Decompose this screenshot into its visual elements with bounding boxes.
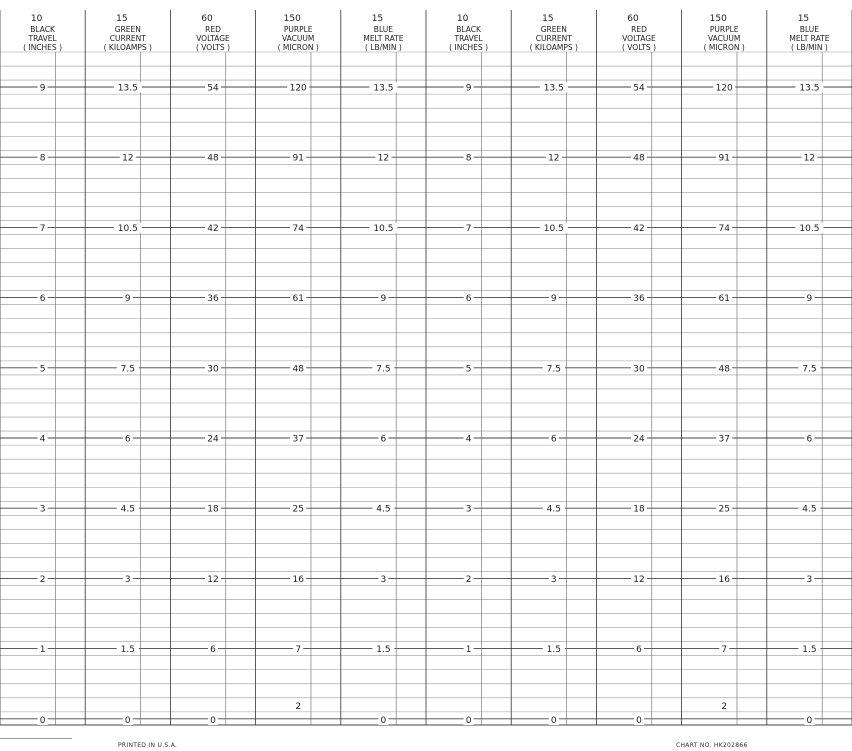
column-measure-label: VOLTAGE <box>196 34 230 43</box>
tick-label: 7.5 <box>376 364 391 375</box>
tick-label: 0 <box>39 716 46 726</box>
tick-label: 16 <box>718 574 730 585</box>
tick-label: 12 <box>548 153 560 164</box>
tick-label: 7.5 <box>546 364 561 375</box>
tick-label: 30 <box>633 364 645 375</box>
column-unit-label: ( LB/MIN ) <box>791 43 828 52</box>
tick-label: 12 <box>207 574 219 585</box>
tick-label: 3 <box>806 574 813 585</box>
tick-label: 3 <box>39 504 46 515</box>
tick-label: 61 <box>292 294 304 305</box>
column-unit-label: ( LB/MIN ) <box>365 43 402 52</box>
tick-label: 12 <box>377 153 390 164</box>
column-unit-label: ( VOLTS ) <box>621 43 657 52</box>
tick-label: 24 <box>207 434 219 445</box>
printed-in-label: PRINTED IN U.S.A. <box>118 742 178 749</box>
column-color-label: BLUE <box>799 25 819 34</box>
tick-label: 13.5 <box>117 83 138 94</box>
tick-label: 74 <box>718 223 730 234</box>
tick-label: 0 <box>380 716 387 726</box>
column-color-label: BLUE <box>373 25 393 34</box>
footer-rule <box>0 738 72 739</box>
column-max-label: 15 <box>116 14 128 24</box>
tick-label: 36 <box>633 294 645 305</box>
tick-label: 48 <box>292 364 304 375</box>
tick-label: 7 <box>39 223 46 234</box>
tick-label: 10.5 <box>799 223 820 234</box>
tick-label: 120 <box>289 83 307 94</box>
column-measure-label: TRAVEL <box>454 34 483 43</box>
column-max-label: 15 <box>542 14 554 24</box>
column-color-label: GREEN <box>114 25 141 34</box>
column-color-label: PURPLE <box>283 25 313 34</box>
column-measure-label: MELT RATE <box>363 34 404 43</box>
column-unit-label: ( KILOAMPS ) <box>529 43 578 52</box>
tick-label: 8 <box>39 153 46 164</box>
tick-label: 1 <box>465 645 472 656</box>
tick-label: 18 <box>207 504 219 515</box>
column-color-label: PURPLE <box>709 25 739 34</box>
column-color-label: RED <box>205 25 221 34</box>
column-max-label: 15 <box>797 14 810 24</box>
column-color-label: BLACK <box>456 25 481 34</box>
tick-label: 5 <box>39 364 46 375</box>
tick-label: 1.5 <box>120 645 135 656</box>
tick-label: 3 <box>465 504 472 515</box>
tick-label: 1.5 <box>802 645 817 656</box>
tick-label: 2 <box>721 702 728 712</box>
column-measure-label: TRAVEL <box>28 34 57 43</box>
tick-label: 9 <box>465 83 472 94</box>
tick-label: 13.5 <box>543 83 564 94</box>
tick-label: 3 <box>380 574 387 585</box>
column-unit-label: ( KILOAMPS ) <box>103 43 152 52</box>
tick-label: 18 <box>633 504 645 515</box>
column-measure-label: CURRENT <box>535 34 572 43</box>
tick-label: 9 <box>39 83 46 94</box>
tick-label: 16 <box>292 574 304 585</box>
tick-label: 7 <box>465 223 472 234</box>
column-max-label: 10 <box>456 14 469 24</box>
tick-label: 6 <box>806 434 813 445</box>
tick-label: 25 <box>718 504 730 515</box>
tick-label: 1 <box>39 645 46 656</box>
column-max-label: 10 <box>30 14 43 24</box>
tick-label: 54 <box>207 83 219 94</box>
column-unit-label: ( MICRON ) <box>277 43 319 52</box>
tick-label: 0 <box>806 716 813 726</box>
tick-label: 9 <box>806 294 813 305</box>
column-measure-label: VOLTAGE <box>622 34 656 43</box>
column-unit-label: ( INCHES ) <box>449 43 489 52</box>
tick-label: 12 <box>803 153 816 164</box>
tick-label: 6 <box>210 645 216 656</box>
tick-label: 10.5 <box>543 223 564 234</box>
tick-label: 91 <box>718 153 730 164</box>
tick-label: 6 <box>550 434 557 445</box>
column-measure-label: MELT RATE <box>789 34 830 43</box>
tick-label: 61 <box>718 294 730 305</box>
column-max-label: 60 <box>627 14 639 24</box>
chart-number-label: CHART NO. HK202866 <box>676 742 748 749</box>
tick-label: 4.5 <box>802 504 817 515</box>
column-color-label: BLACK <box>30 25 55 34</box>
tick-label: 0 <box>124 716 131 726</box>
tick-label: 0 <box>210 716 216 726</box>
column-measure-label: VACUUM <box>282 34 315 43</box>
column-max-label: 150 <box>283 14 301 24</box>
tick-label: 4.5 <box>546 504 561 515</box>
column-max-label: 15 <box>371 14 384 24</box>
tick-label: 74 <box>292 223 304 234</box>
column-measure-label: CURRENT <box>109 34 146 43</box>
tick-label: 25 <box>292 504 304 515</box>
column-max-label: 150 <box>709 14 727 24</box>
tick-label: 48 <box>718 364 730 375</box>
tick-label: 3 <box>124 574 131 585</box>
tick-label: 0 <box>465 716 472 726</box>
tick-label: 7.5 <box>802 364 817 375</box>
tick-label: 4.5 <box>120 504 135 515</box>
tick-label: 7 <box>295 645 302 656</box>
tick-label: 9 <box>124 294 131 305</box>
tick-label: 12 <box>122 153 134 164</box>
tick-label: 12 <box>633 574 645 585</box>
tick-label: 0 <box>550 716 557 726</box>
tick-label: 2 <box>295 702 302 712</box>
tick-label: 6 <box>124 434 131 445</box>
tick-label: 6 <box>465 294 472 305</box>
tick-label: 54 <box>633 83 645 94</box>
tick-label: 13.5 <box>799 83 820 94</box>
tick-label: 8 <box>465 153 472 164</box>
column-color-label: RED <box>631 25 647 34</box>
tick-label: 7 <box>721 645 728 656</box>
column-color-label: GREEN <box>540 25 567 34</box>
tick-label: 48 <box>207 153 219 164</box>
tick-label: 3 <box>550 574 557 585</box>
tick-label: 2 <box>39 574 46 585</box>
tick-label: 42 <box>207 223 219 234</box>
tick-label: 6 <box>39 294 46 305</box>
column-unit-label: ( VOLTS ) <box>195 43 231 52</box>
tick-label: 120 <box>715 83 733 94</box>
tick-label: 6 <box>380 434 387 445</box>
tick-label: 91 <box>292 153 304 164</box>
tick-label: 7.5 <box>120 364 135 375</box>
column-measure-label: VACUUM <box>708 34 741 43</box>
tick-label: 37 <box>292 434 304 445</box>
tick-label: 9 <box>380 294 387 305</box>
tick-label: 1.5 <box>546 645 561 656</box>
tick-label: 1.5 <box>376 645 391 656</box>
tick-label: 9 <box>550 294 557 305</box>
tick-label: 10.5 <box>117 223 138 234</box>
tick-label: 4 <box>465 434 472 445</box>
tick-label: 48 <box>633 153 645 164</box>
tick-label: 13.5 <box>373 83 394 94</box>
tick-label: 24 <box>633 434 645 445</box>
column-unit-label: ( MICRON ) <box>703 43 745 52</box>
column-max-label: 60 <box>201 14 213 24</box>
tick-label: 37 <box>718 434 730 445</box>
tick-label: 30 <box>207 364 219 375</box>
column-unit-label: ( INCHES ) <box>23 43 63 52</box>
tick-label: 4.5 <box>376 504 391 515</box>
tick-label: 2 <box>465 574 472 585</box>
tick-label: 42 <box>633 223 645 234</box>
tick-label: 5 <box>465 364 472 375</box>
tick-label: 10.5 <box>373 223 394 234</box>
tick-label: 4 <box>39 434 46 445</box>
tick-label: 0 <box>636 716 642 726</box>
tick-label: 6 <box>636 645 642 656</box>
tick-label: 36 <box>207 294 219 305</box>
